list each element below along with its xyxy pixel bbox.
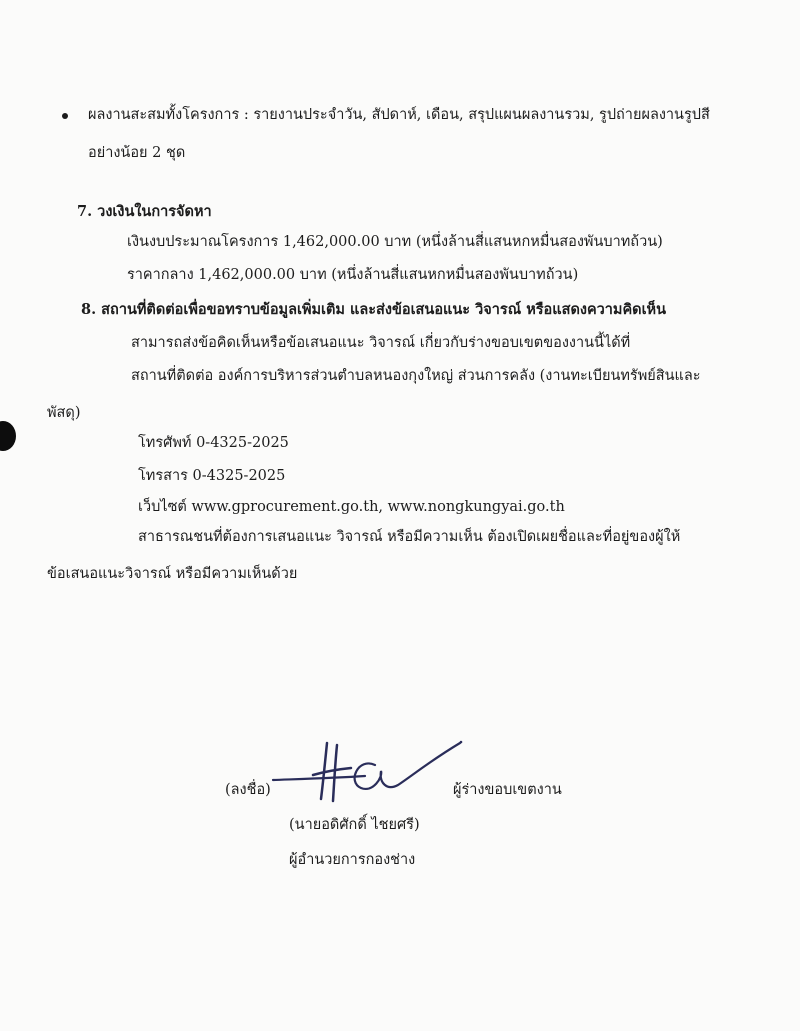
fax-text: โทรสาร 0-4325-2025 [138, 468, 286, 484]
bullet-dot [62, 113, 68, 119]
bullet-line-2: อย่างน้อย 2 ชุด [88, 145, 186, 161]
public-note-2: ข้อเสนอแนะวิจารณ์ หรือมีความเห็นด้วย [47, 566, 298, 582]
punch-hole [0, 421, 16, 451]
sign-prefix: (ลงชื่อ) [225, 782, 271, 798]
drafter-role: ผู้ร่างขอบเขตงาน [453, 782, 562, 798]
bullet-line-1: ผลงานสะสมทั้งโครงการ : รายงานประจำวัน, สัปดาห์, เดือน, สรุปแผนผลงานรวม, รูปถ่ายผลงานรูปสี [88, 107, 710, 123]
website-text: เว็บไซต์ www.gprocurement.go.th, www.nongkungyai.go.th [138, 499, 565, 515]
contact-line-cont: พัสดุ) [47, 405, 81, 421]
phone-text: โทรศัพท์ 0-4325-2025 [138, 435, 289, 451]
median-price-text: ราคากลาง 1,462,000.00 บาท (หนึ่งล้านสี่แสนหกหมื่นสองพันบาทถ้วน) [127, 267, 579, 283]
section-8-heading: 8. สถานที่ติดต่อเพื่อขอทราบข้อมูลเพิ่มเติม และส่งข้อเสนอแนะ วิจารณ์ หรือแสดงความคิดเห็น [81, 301, 667, 318]
public-note-1: สาธารณชนที่ต้องการเสนอแนะ วิจารณ์ หรือมีความเห็น ต้องเปิดเผยชื่อและที่อยู่ของผู้ให้ [138, 529, 681, 545]
budget-text: เงินงบประมาณโครงการ 1,462,000.00 บาท (หนึ่งล้านสี่แสนหกหมื่นสองพันบาทถ้วน) [127, 234, 663, 250]
section-7-heading: 7. วงเงินในการจัดหา [77, 203, 212, 220]
contact-line: สถานที่ติดต่อ องค์การบริหารส่วนตำบลหนองกุงใหญ่ ส่วนการคลัง (งานทะเบียนทรัพย์สินและ [131, 368, 701, 384]
section-8-line-1: สามารถส่งข้อคิดเห็นหรือข้อเสนอแนะ วิจารณ์ เกี่ยวกับร่างขอบเขตของงานนี้ได้ที่ [131, 335, 631, 351]
handwritten-signature [255, 735, 470, 810]
signer-name: (นายอดิศักดิ์ ไชยศรี) [289, 817, 420, 833]
signer-position: ผู้อำนวยการกองช่าง [289, 852, 416, 868]
